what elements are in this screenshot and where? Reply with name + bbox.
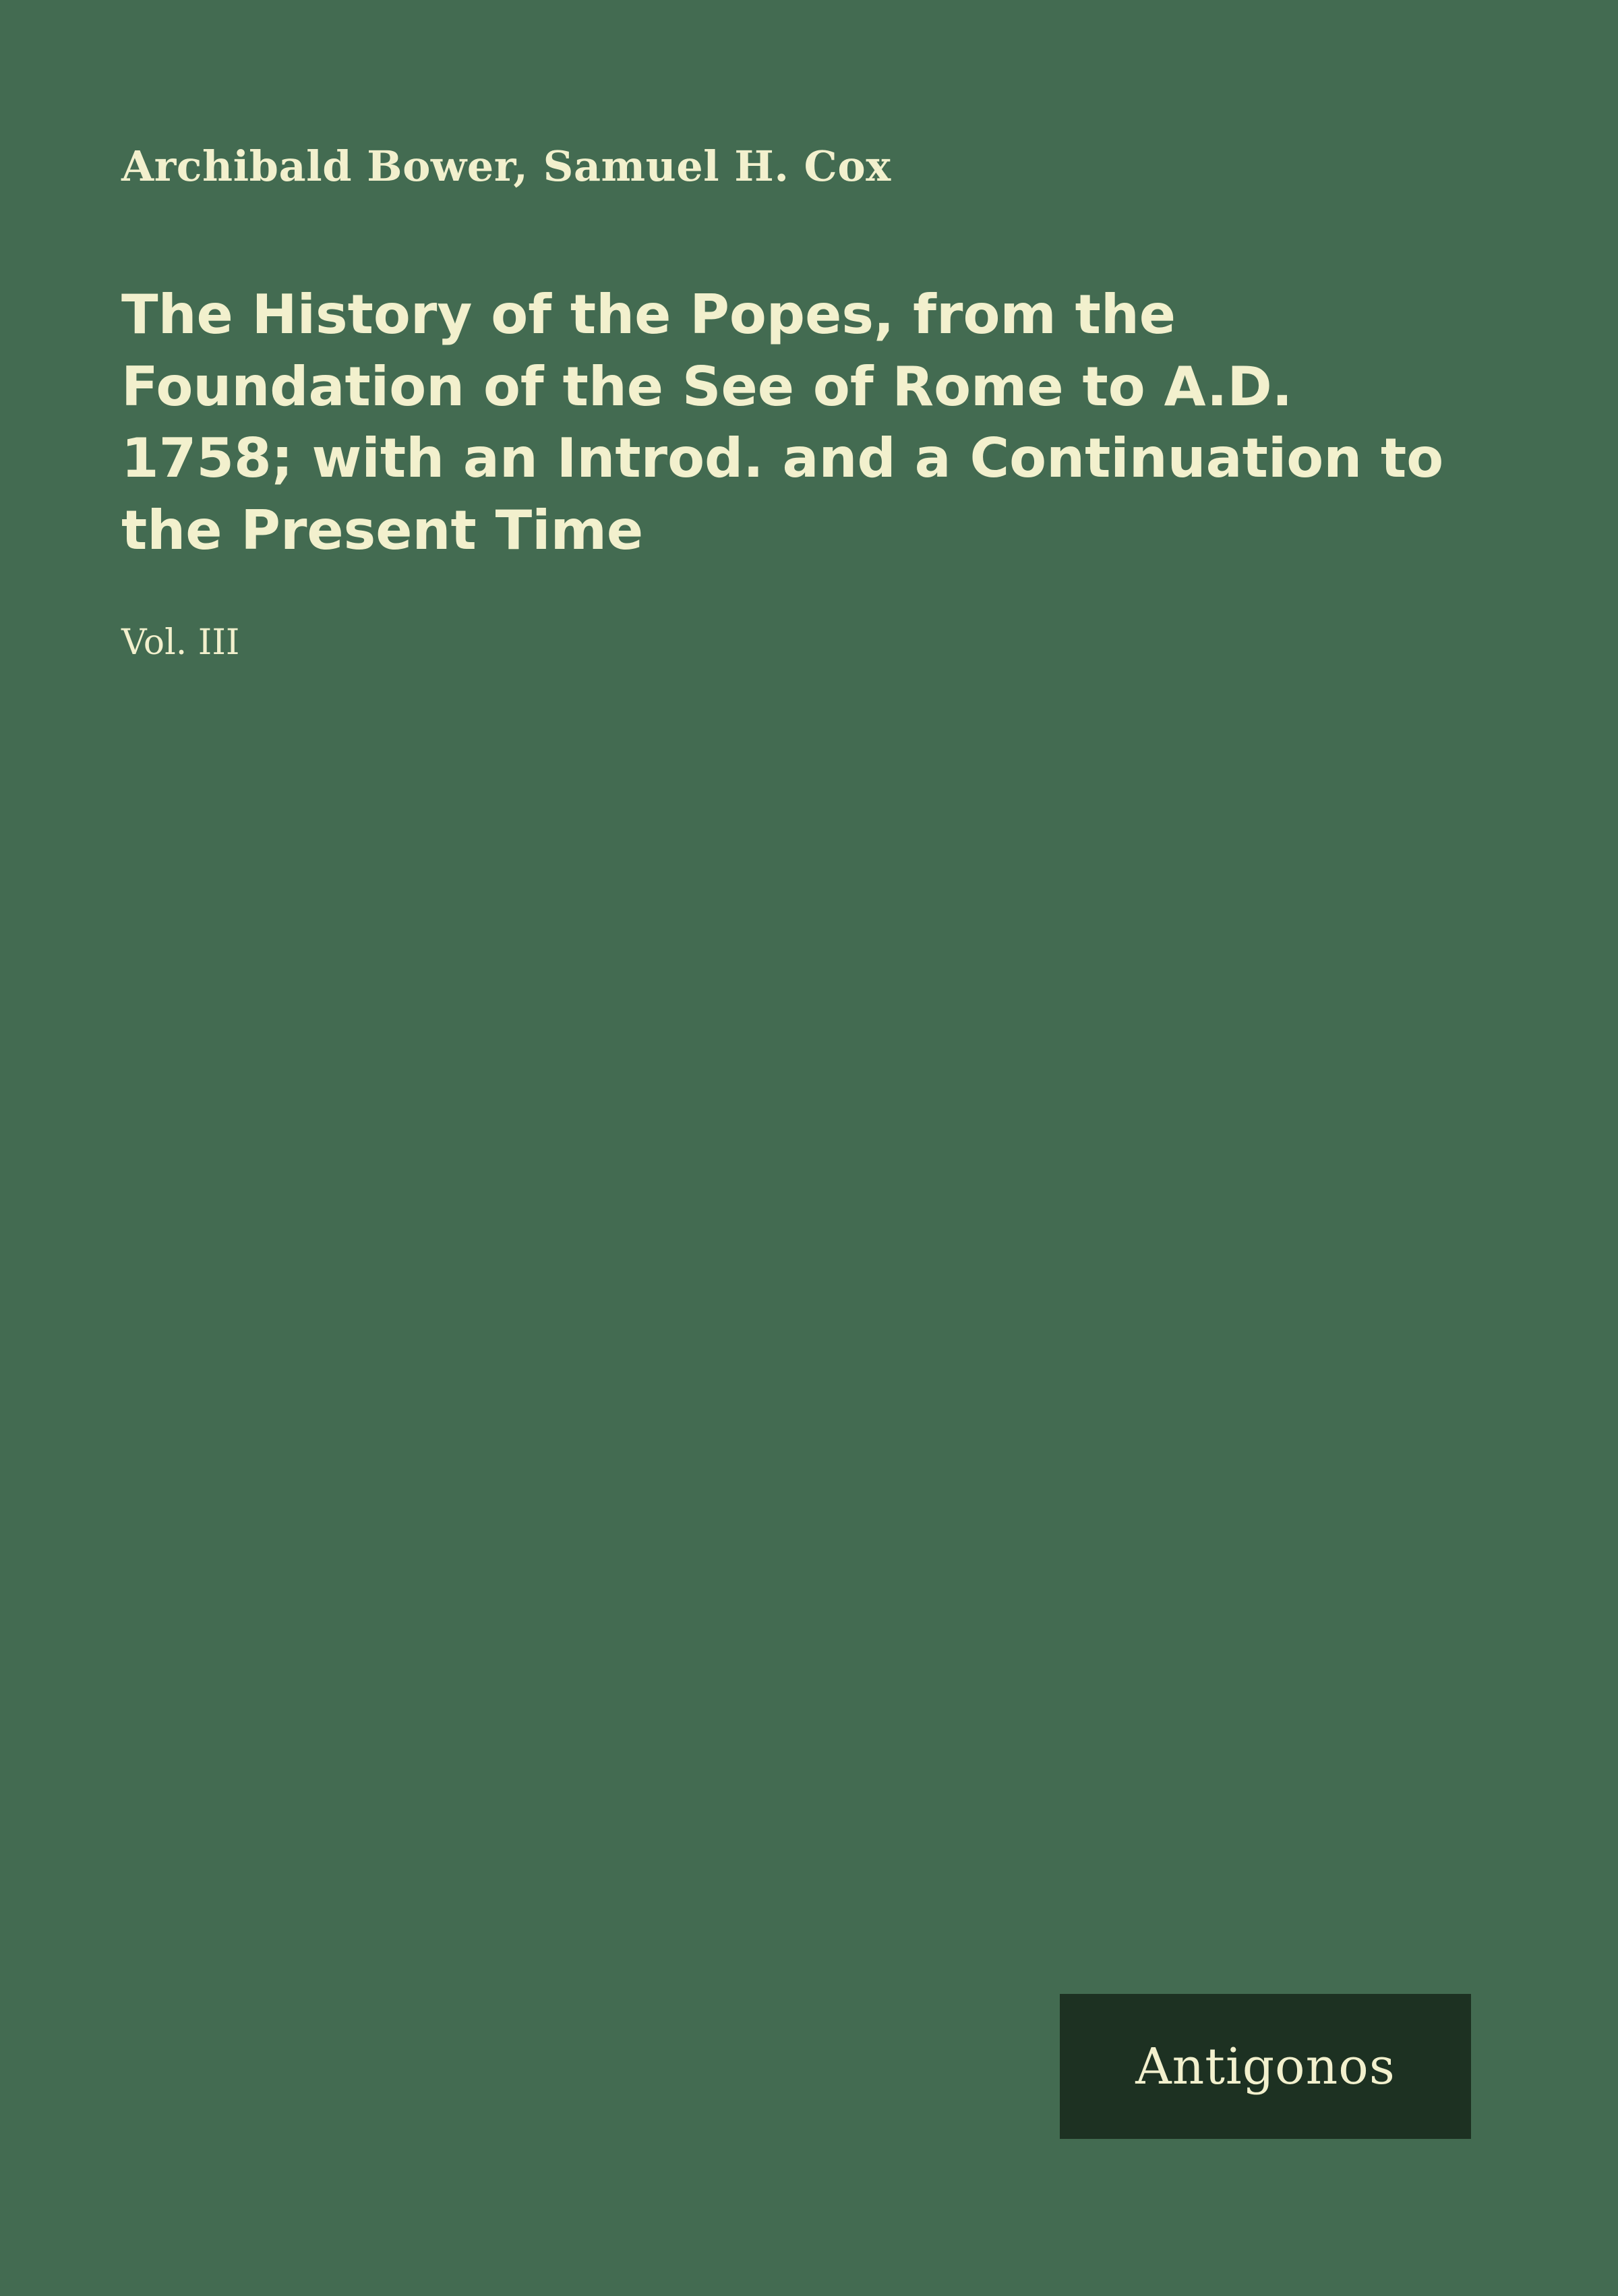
cover-text-block	[121, 142, 1476, 666]
book-title: The History of the Popes, from the Foundation of the See of Rome to A.D. 1758; with an Introd. and a Continuation to the Present Time	[121, 283, 1444, 562]
publisher-badge	[1060, 1994, 1471, 2139]
author-name: Archibald Bower, Samuel H. Cox	[121, 142, 891, 191]
volume-label: Vol. III	[121, 622, 240, 663]
publisher-name: Antigonos	[1135, 2037, 1396, 2096]
